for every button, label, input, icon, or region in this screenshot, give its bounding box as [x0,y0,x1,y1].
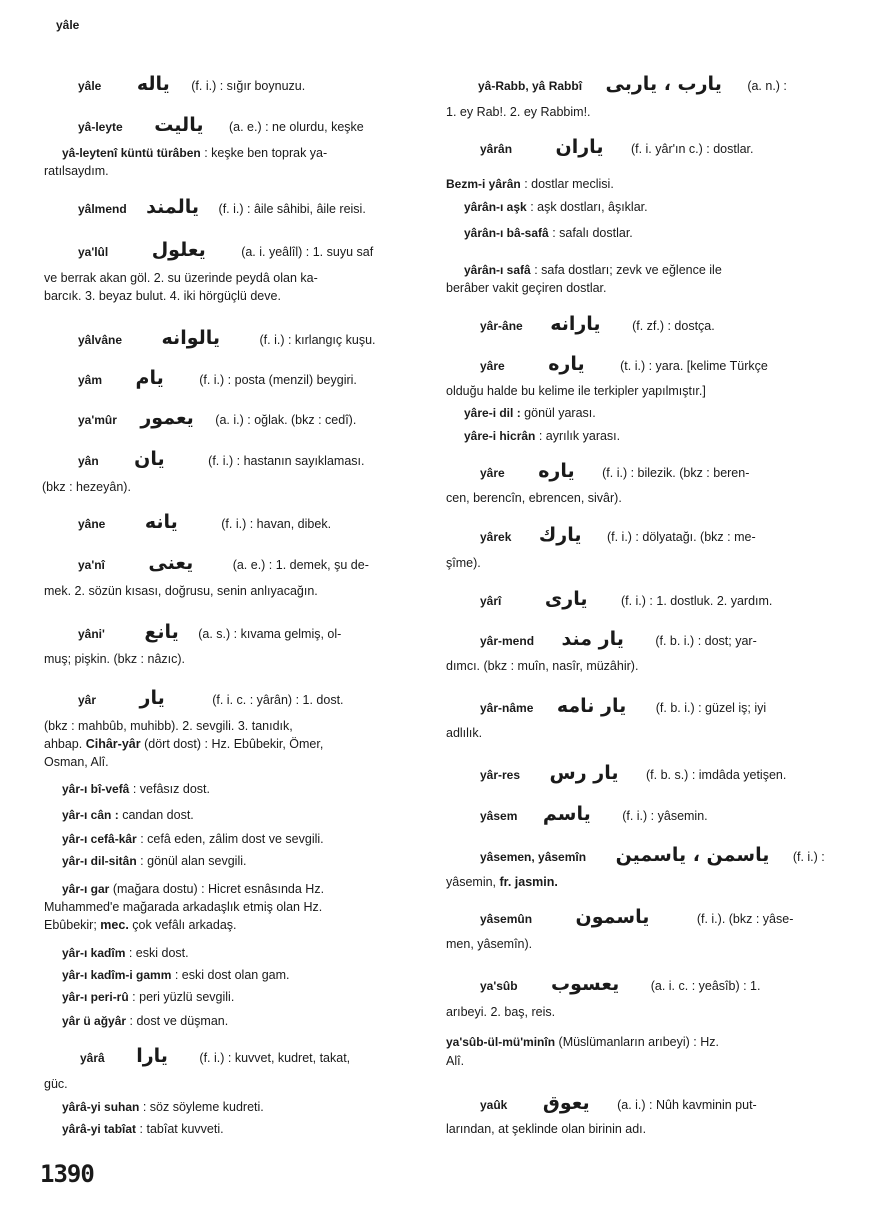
definition: (Müslümanların arıbeyi) : Hz. [558,1035,719,1049]
continuation-line: mek. 2. sözün kısası, doğrusu, senin anlıyacağın. [44,584,318,598]
entry-yani-2 [78,621,342,643]
definition: : dostlar meclisi. [524,177,614,191]
entry-yale [78,73,306,95]
subentry-safa [464,262,722,278]
headword: yâr-ı peri-rû [62,990,129,1004]
entry-yaran [480,136,754,158]
definition: : dost ve düşman. [129,1014,229,1028]
continuation-line: men, yâsemîn). [446,937,533,951]
definition: : safalı dostlar. [552,226,633,240]
subentry-perirü [62,989,234,1005]
arabic-script: یارانه [550,313,601,335]
headword: yârân-ı bâ-safâ [464,226,549,240]
definition: (a. i. c. : yeâsîb) : 1. [650,979,761,993]
entry-yalvane [78,327,376,349]
continuation-line: larından, at şeklinde olan birinin adı. [446,1122,647,1136]
headword: yâ-leyte [78,120,123,134]
arabic-script: یاسمن ، یاسمین [615,844,770,866]
arabic-script: یاری [544,588,588,610]
subentry-suhan [62,1099,264,1115]
headword: yâm [78,373,103,387]
continuation-line: arıbeyi. 2. baş, reis. [446,1005,556,1019]
definition: gönül yarası. [524,406,596,420]
continuation-line: dımcı. (bkz : muîn, nasîr, müzâhir). [446,659,639,673]
continuation-line: güc. [44,1077,68,1091]
continuation-line: cen, berencîn, ebrencen, sivâr). [446,491,622,505]
headword: ya'mûr [78,413,117,427]
entry-yara [80,1045,351,1067]
abbreviation: mec. [100,918,129,932]
headword: yâne [78,517,106,531]
subentry-yarehicran [464,428,620,444]
continuation-line: ve berrak akan göl. 2. su üzerinde peydâ olan ka- [44,271,318,285]
text: Ebûbekir; [44,918,97,932]
arabic-script: یاسم [542,803,591,825]
entry-yarane [480,313,715,335]
entry-yam [78,367,357,389]
continuation-line: barcık. 3. beyaz bulut. 4. iki hörgüçlü deve. [44,289,281,303]
headword: yâsemûn [480,912,533,926]
headword: yâ-leytenî küntü türâben [62,146,201,160]
entry-yamur [78,407,357,429]
arabic-script: یالوانه [161,327,221,349]
entry-yasub [480,973,761,995]
entry-yane [78,511,332,533]
definition: (f. zf.) : dostça. [632,319,715,333]
subentry-bezm [446,176,614,192]
continuation-line: ratılsaydım. [44,164,109,178]
arabic-script: یانه [144,511,178,533]
entry-yalmend [78,196,366,218]
headword: yâr [78,693,97,707]
definition: : tabîat kuvveti. [139,1122,224,1136]
continuation-line: olduğu halde bu kelime ile terkipler yapılmıştır.] [446,384,706,398]
headword: yâsemen, yâsemîn [480,850,587,864]
headword: yâre [480,466,505,480]
definition: (f. i.) : kırlangıç kuşu. [259,333,376,347]
definition: : cefâ eden, zâlim dost ve sevgili. [140,832,324,846]
headword: yâr-ı kadîm [62,946,126,960]
entry-yarmend [480,628,757,650]
definition: (f. i.) : kuvvet, kudret, takat, [199,1051,351,1065]
subentry-yaredil [464,405,596,421]
headword: yâr-mend [480,634,535,648]
headword: yâr ü ağyâr [62,1014,127,1028]
headword: yâlvâne [78,333,123,347]
arabic-script: یاسمون [575,906,650,928]
definition: (f. b. i.) : güzel iş; iyi [655,701,767,715]
definition: : ayrılık yarası. [538,429,621,443]
arabic-script: یعوق [542,1092,590,1114]
subentry-ask [464,199,648,215]
definition: : söz söyleme kudreti. [142,1100,264,1114]
text: ahbap. [44,737,83,751]
arabic-script: یعنی [148,552,194,574]
text: (dört dost) : Hz. Ebûbekir, Ömer, [144,737,324,751]
definition: (f. i.) : [792,850,825,864]
headword: yâr-ı cefâ-kâr [62,832,137,846]
definition: (f. i. c. : yârân) : 1. dost. [212,693,344,707]
definition: (a. s.) : kıvama gelmiş, ol- [198,627,342,641]
arabic-script: یار نامه [556,695,627,717]
headword: yâre-i hicrân [464,429,536,443]
definition: : gönül alan sevgili. [140,854,247,868]
continuation-line: Osman, Alî. [44,755,109,769]
arabic-script: یار [139,687,165,709]
entry-yarres [480,762,787,784]
subentry-basafa [464,225,633,241]
definition: (f. i.) : dölyatağı. (bkz : me- [606,530,756,544]
definition: (f. i.) : bilezik. (bkz : beren- [602,466,750,480]
continuation-line: adlılık. [446,726,483,740]
definition: (a. i. yeâlîl) : 1. suyu saf [241,245,374,259]
definition: (f. i.). (bkz : yâse- [696,912,794,926]
arabic-script: یالمند [146,196,200,218]
headword: yâr-res [480,768,521,782]
headword: Cihâr-yâr [85,737,141,751]
headword: yân [78,454,99,468]
arabic-script: یارا [136,1045,168,1067]
entry-yaleyte [78,114,364,136]
text: çok vefâlı arkadaş. [132,918,237,932]
headword: yâr-ı kadîm-i gamm [62,968,172,982]
headword: ya'sûb [480,979,518,993]
headword: yâr-ı gar [62,882,110,896]
headword: Bezm-i yârân [446,177,521,191]
entry-yani [78,552,369,574]
entry-yar [78,687,344,709]
definition: (f. i.) : yâsemin. [622,809,708,823]
subentry-gar [62,881,324,897]
headword: yâsem [480,809,518,823]
subentry-cefakar [62,831,324,847]
headword: yâr-ı cân : [62,808,119,822]
headword: ya'sûb-ül-mü'minîn [446,1035,556,1049]
entry-yarabb [478,73,787,95]
arabic-script: یاله [136,73,170,95]
definition: : eski dost. [128,946,189,960]
subentry-dilsitan [62,853,247,869]
definition: (a. e.) : 1. demek, şu de- [232,558,369,572]
headword: yârân-ı safâ [464,263,531,277]
definition: (f. i.) : 1. dostluk. 2. yardım. [620,594,773,608]
headword: yârân-ı aşk [464,200,527,214]
entry-yarname [480,695,767,717]
headword: yârân [480,142,513,156]
entry-yari [480,588,773,610]
headword: yâ-Rabb, yâ Rabbî [478,79,583,93]
definition: (f. i.) : havan, dibek. [221,517,332,531]
definition: : safa dostları; zevk ve eğlence ile [534,263,722,277]
arabic-script: یاران [555,136,604,158]
subentry-tabiat [62,1121,224,1137]
arabic-script: یاره [548,353,585,375]
continuation-line: (bkz : mahbûb, muhibb). 2. sevgili. 3. tanıdık, [44,719,293,733]
arabic-script: یام [135,367,164,389]
headword: ya'nî [78,558,105,572]
definition: candan dost. [122,808,194,822]
headword: yârâ [80,1051,105,1065]
entry-yare-2 [480,460,750,482]
foreign-term: fr. jasmin. [499,875,558,889]
continuation-line: muş; pişkin. (bkz : nâzıc). [44,652,186,666]
continuation-line [446,874,558,890]
entry-yauk [480,1092,757,1114]
headword: yâle [78,79,102,93]
subentry-can [62,807,194,823]
arabic-script: یعلول [151,239,206,261]
continuation-line [44,917,237,933]
definition: : aşk dostları, âşıklar. [530,200,648,214]
subentry-kadim [62,945,189,961]
entry-yalul [78,239,374,261]
headword: yâr-ı dil-sitân [62,854,137,868]
arabic-script: یارك [538,524,582,546]
subentry-yaleyteni [62,145,327,161]
headword: yârâ-yi tabîat [62,1122,137,1136]
definition: (f. i. yâr'ın c.) : dostlar. [630,142,754,156]
headword: yaûk [480,1098,508,1112]
continuation-line: berâber vakit geçiren dostlar. [446,281,607,295]
headword: yârî [480,594,502,608]
definition: (f. i.) : sığır boynuzu. [191,79,306,93]
definition: (a. i.) : Nûh kavminin put- [617,1098,757,1112]
definition: (a. e.) : ne olurdu, keşke [228,120,364,134]
definition: (a. i.) : oğlak. (bkz : cedî). [215,413,357,427]
headword: yâre [480,359,505,373]
arabic-script: یارب ، یاربی [605,73,722,95]
definition: (mağara dostu) : Hicret esnâsında Hz. [112,882,325,896]
headword: yâni' [78,627,105,641]
page-header-word: yâle [56,18,80,32]
arabic-script: یالیت [154,114,204,136]
continuation-line [44,736,323,752]
subentry-kadimgamm [62,967,290,983]
headword: yâre-i dil : [464,406,521,420]
text: yâsemin, [446,875,497,889]
continuation-line: (bkz : hezeyân). [42,480,131,494]
headword: ya'lûl [78,245,109,259]
definition: (t. i.) : yara. [kelime Türkçe [620,359,768,373]
entry-yarek [480,524,756,546]
definition: (f. i.) : posta (menzil) beygiri. [199,373,357,387]
headword: yâr-nâme [480,701,534,715]
entry-yasem [480,803,708,825]
headword: yâlmend [78,202,127,216]
headword: yâr-ı bî-vefâ [62,782,130,796]
definition: : peri yüzlü sevgili. [132,990,235,1004]
entry-yasemen [480,844,825,866]
arabic-script: یار رس [549,762,619,784]
definition: (f. b. i.) : dost; yar- [655,634,757,648]
definition: : vefâsız dost. [132,782,210,796]
continuation-line: Alî. [446,1054,465,1068]
subentry-agyar [62,1013,228,1029]
continuation-line: Muhammed'e mağarada arkadaşlık etmiş olan Hz. [44,900,323,914]
entry-yare [480,353,768,375]
definition: (a. n.) : [747,79,787,93]
arabic-script: یار مند [561,628,624,650]
arabic-script: یاره [538,460,575,482]
subentry-yasubul [446,1034,719,1050]
arabic-script: یعسوب [551,973,620,995]
entry-yan [78,448,365,470]
arabic-script: یانع [144,621,179,643]
continuation-line: 1. ey Rab!. 2. ey Rabbim!. [446,105,591,119]
arabic-script: یان [134,448,165,470]
arabic-script: یعمور [140,407,194,429]
definition: (f. i.) : âile sâhibi, âile reisi. [218,202,366,216]
definition: (f. i.) : hastanın sayıklaması. [208,454,365,468]
definition: (f. b. s.) : imdâda yetişen. [645,768,787,782]
page-number: 1390 [40,1160,94,1188]
definition: : eski dost olan gam. [174,968,290,982]
headword: yârâ-yi suhan [62,1100,140,1114]
subentry-bivefa [62,781,210,797]
headword: yâr-âne [480,319,523,333]
definition: : keşke ben toprak ya- [204,146,328,160]
entry-yasemun [480,906,794,928]
continuation-line: şîme). [446,556,481,570]
headword: yârek [480,530,512,544]
